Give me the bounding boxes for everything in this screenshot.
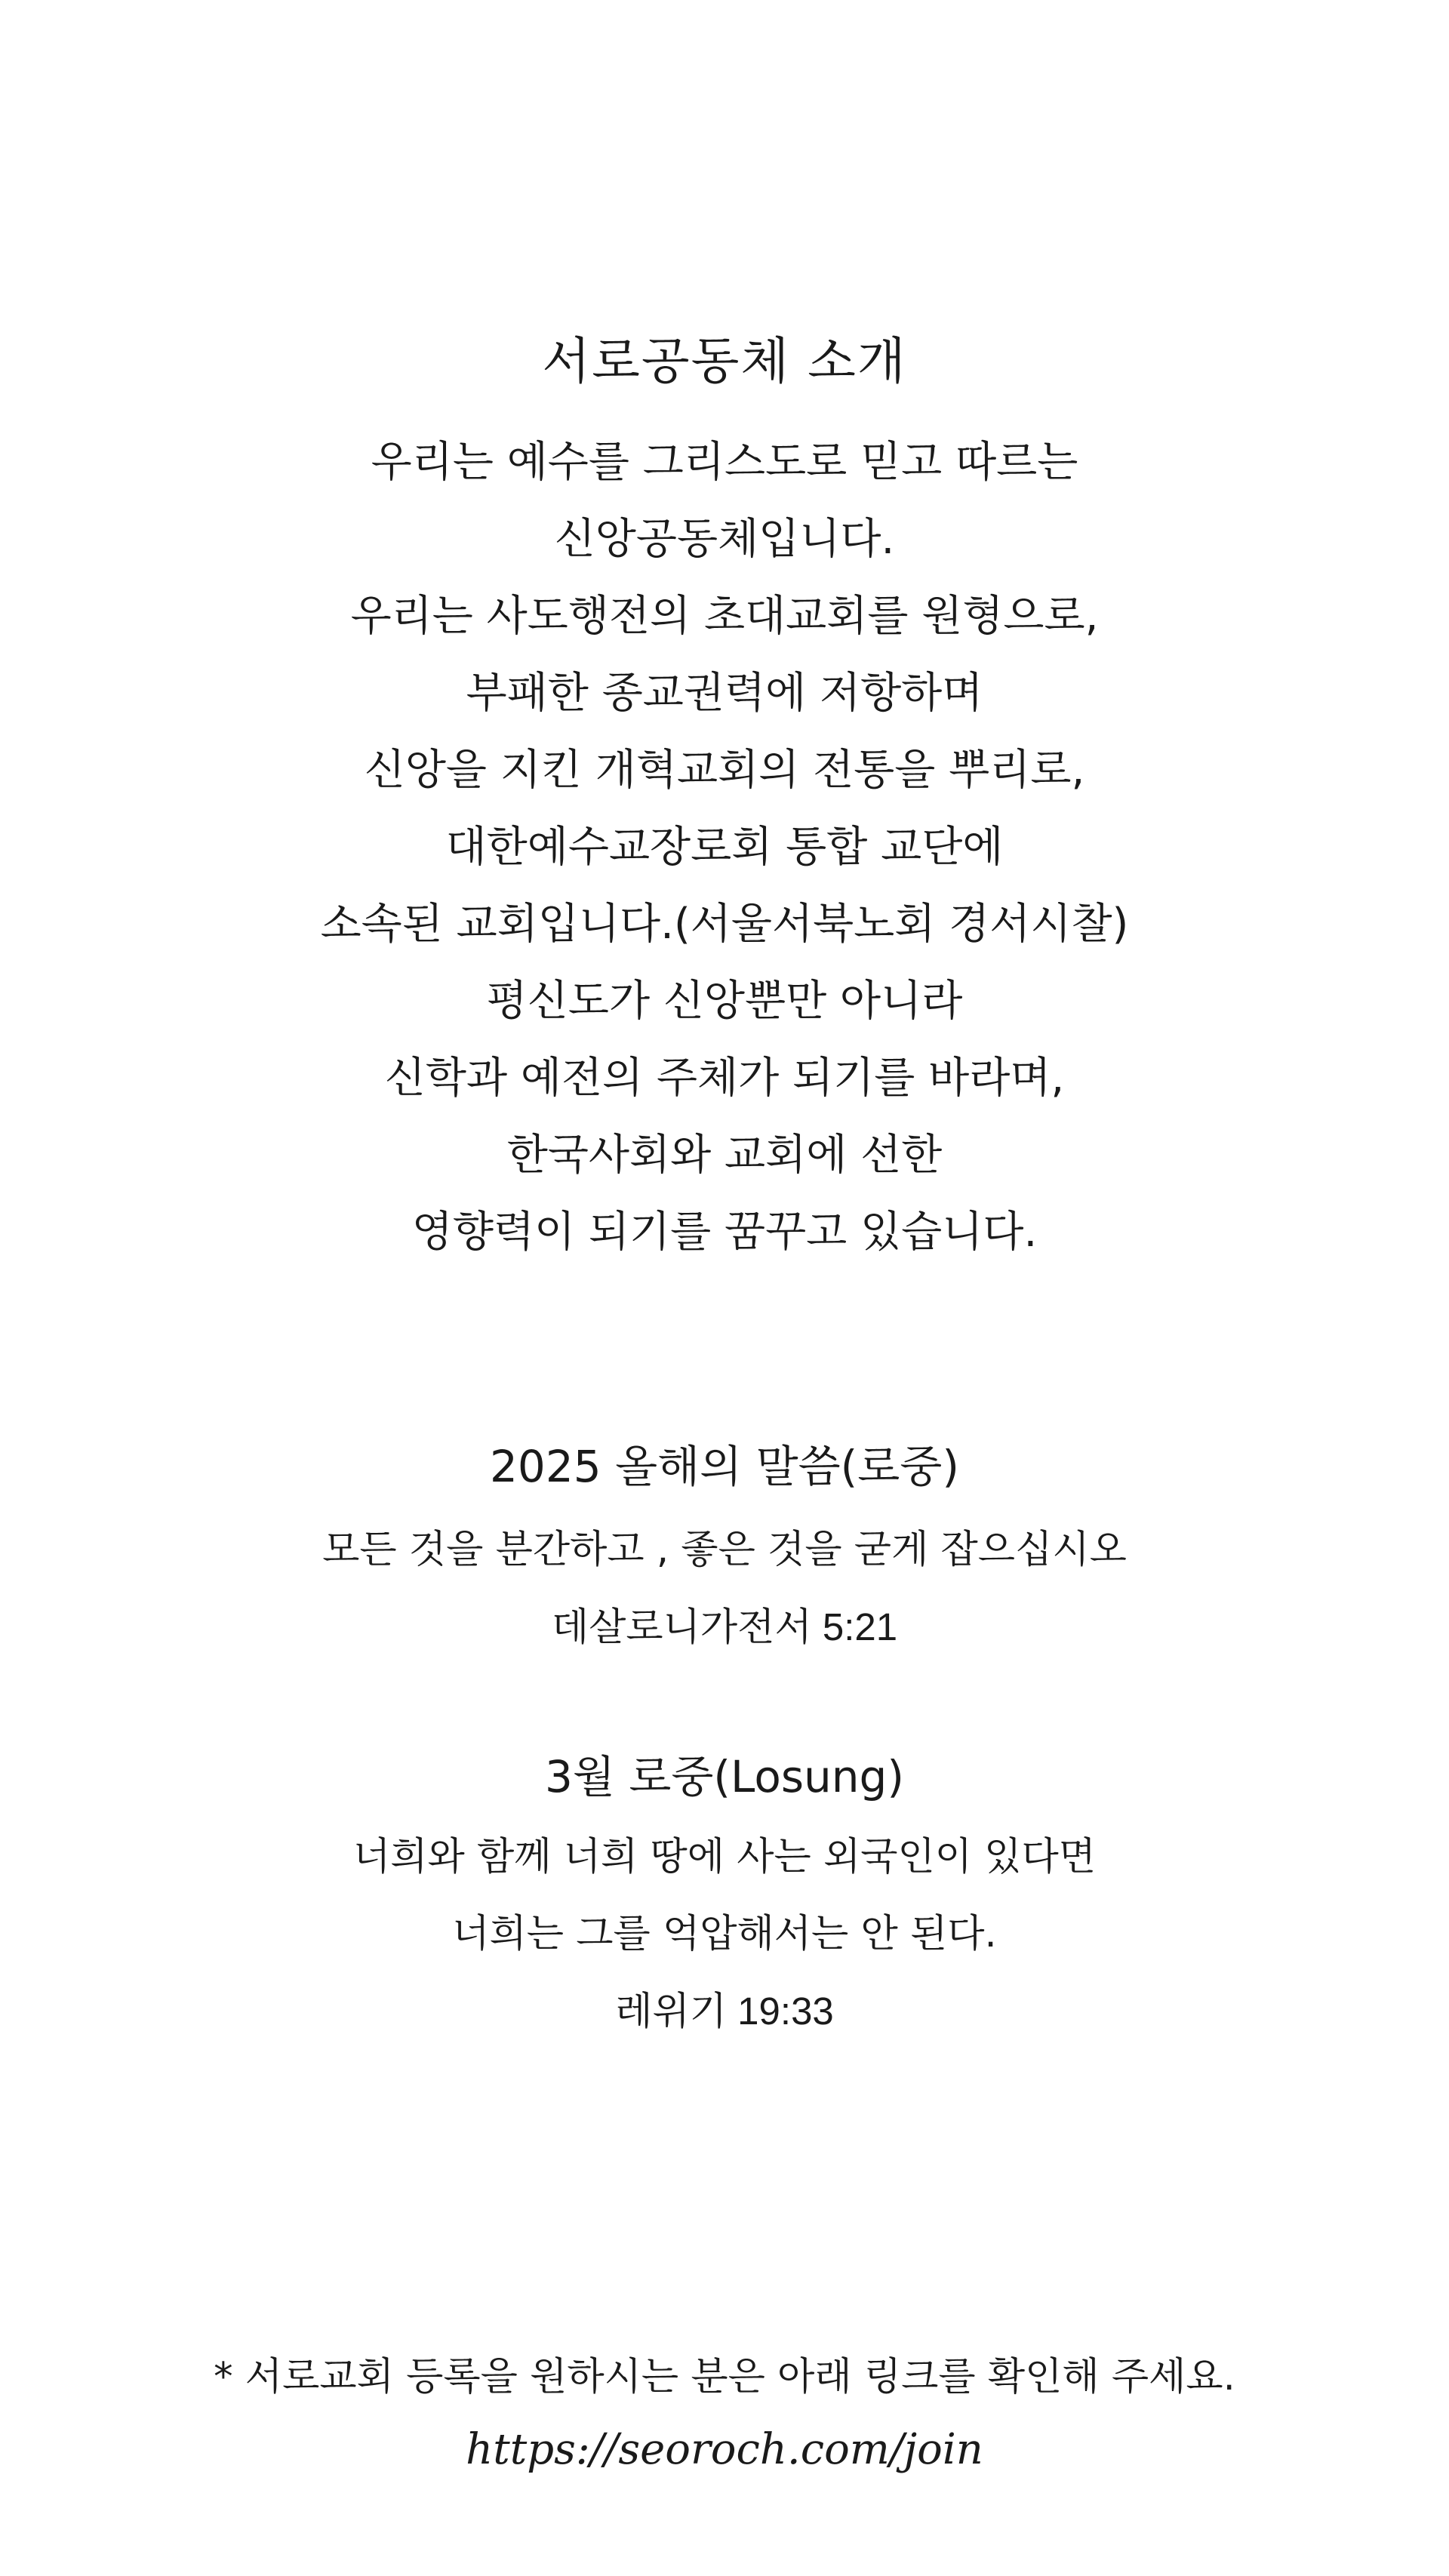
monthly-verse-line: 너희는 그를 억압해서는 안 된다. (452, 1912, 997, 1956)
annual-verse-reference: 데살로니가전서 5:21 (551, 1605, 898, 1648)
intro-line: 부패한 종교권력에 저항하며 (466, 669, 983, 718)
intro-line: 신앙을 지킨 개혁교회의 전통을 뿌리로, (364, 746, 1085, 795)
intro-line: 영향력이 되기를 꿈꾸고 있습니다. (411, 1208, 1038, 1257)
registration-link-wrap (0, 2425, 1449, 2474)
annual-verse-heading: 2025 올해의 말씀(로중) (490, 1441, 959, 1492)
intro-line: 우리는 예수를 그리스도로 믿고 따르는 (371, 438, 1078, 487)
registration-note: * 서로교회 등록을 원하시는 분은 아래 링크를 확인해 주세요. (214, 2355, 1235, 2399)
intro-title: 서로공동체 소개 (542, 332, 907, 390)
annual-verse-body (0, 1512, 1449, 1666)
monthly-verse-line: 너희와 함께 너희 땅에 사는 외국인이 있다면 (352, 1835, 1097, 1879)
intro-line: 우리는 사도행전의 초대교회를 원형으로, (350, 592, 1099, 641)
intro-line: 대한예수교장로회 통합 교단에 (445, 823, 1004, 872)
registration-link[interactable]: https://seoroch.com/join (466, 2425, 983, 2474)
intro-line: 평신도가 신앙뿐만 아니라 (486, 977, 963, 1026)
monthly-verse-heading: 3월 로중(Losung) (544, 1751, 904, 1802)
intro-line: 소속된 교회입니다.(서울서북노회 경서시찰) (320, 900, 1129, 949)
intro-line: 한국사회와 교회에 선한 (506, 1131, 943, 1180)
intro-line: 신학과 예전의 주체가 되기를 바라며, (384, 1054, 1065, 1103)
monthly-verse-reference: 레위기 19:33 (615, 1990, 834, 2033)
intro-text (0, 424, 1449, 1271)
annual-verse-text: 모든 것을 분간하고 , 좋은 것을 굳게 잡으십시오 (322, 1528, 1127, 1572)
intro-line: 신앙공동체입니다. (554, 515, 895, 564)
monthly-verse-body (0, 1819, 1449, 2050)
